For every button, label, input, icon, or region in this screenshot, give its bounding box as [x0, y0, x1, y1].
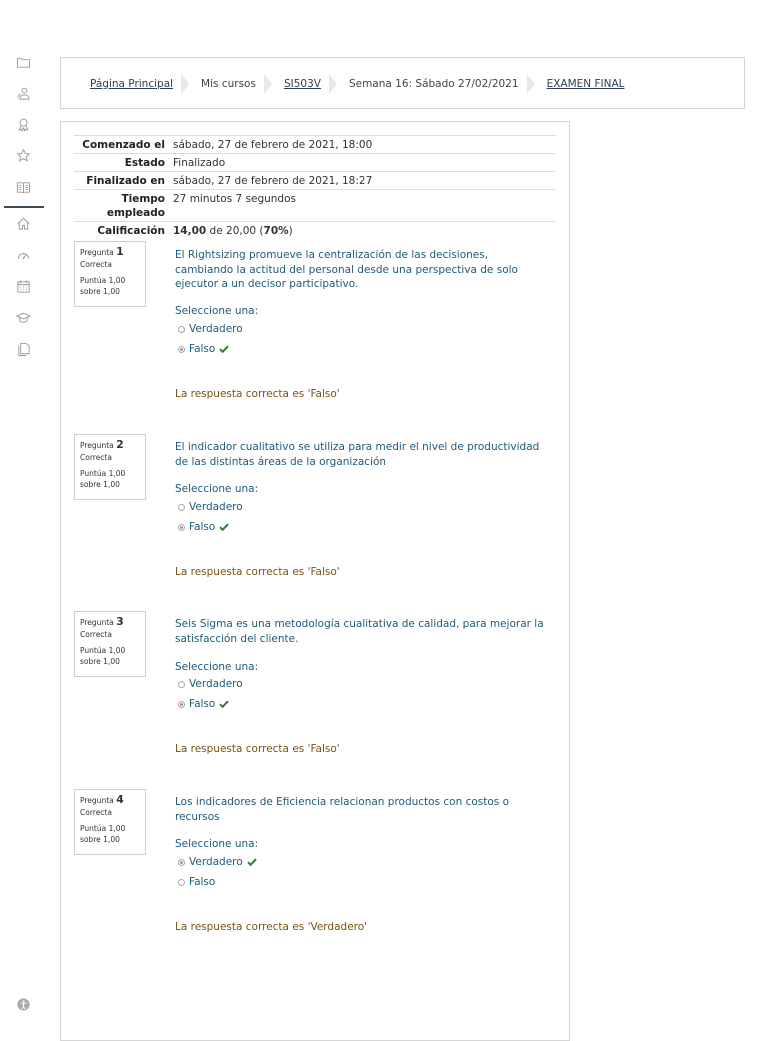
question-text: Los indicadores de Eficiencia relacionan productos con costos o recursos: [175, 796, 510, 823]
home-icon[interactable]: [16, 216, 31, 231]
question-number: [80, 794, 140, 806]
rail-active-indicator: [4, 206, 44, 208]
summary-label-line: empleado: [106, 207, 165, 219]
grade-close: ): [288, 225, 293, 237]
question-label: Pregunta: [80, 441, 114, 450]
accessibility-icon[interactable]: [16, 997, 31, 1012]
calendar-icon[interactable]: [16, 279, 31, 294]
left-nav-rail: [0, 0, 46, 1024]
question-state: Correcta: [80, 453, 112, 462]
answer-option-label: Verdadero: [189, 856, 243, 868]
breadcrumb-week[interactable]: Semana 16: Sábado 27/02/2021: [348, 78, 519, 90]
correct-check-icon: [219, 699, 229, 709]
question-label: Pregunta: [80, 618, 114, 627]
question-state: Correcta: [80, 260, 112, 269]
grade-percent: 70%: [263, 225, 289, 237]
answer-option[interactable]: [178, 500, 243, 514]
star-icon[interactable]: [16, 148, 31, 163]
question-prompt: Seleccione una:: [175, 661, 259, 673]
summary-label: Estado: [124, 157, 165, 169]
radio-button-selected[interactable]: [178, 346, 185, 353]
answer-option-label: Verdadero: [189, 323, 243, 335]
radio-button[interactable]: [178, 681, 185, 688]
radio-button-selected[interactable]: [178, 859, 185, 866]
summary-value: sábado, 27 de febrero de 2021, 18:00: [173, 139, 373, 151]
question-label: Pregunta: [80, 796, 114, 805]
radio-button-selected[interactable]: [178, 524, 185, 531]
breadcrumb-my-courses[interactable]: Mis cursos: [201, 78, 256, 90]
question-grade-line: sobre 1,00: [80, 480, 120, 489]
summary-value: Finalizado: [173, 157, 226, 169]
summary-label: Finalizado en: [86, 175, 165, 187]
answer-option-label: Verdadero: [189, 678, 243, 690]
question-text: Seis Sigma es una metodología cualitativa de calidad, para mejorar la satisfacción del cliente.: [175, 618, 544, 645]
attempt-summary-table: [74, 135, 556, 239]
question-info-box: [74, 789, 146, 855]
summary-value: 27 minutos 7 segundos: [173, 193, 296, 205]
summary-value: [173, 224, 556, 238]
radio-button[interactable]: [178, 879, 185, 886]
answer-option-label: Falso: [189, 343, 216, 355]
answer-option[interactable]: [178, 855, 257, 869]
correct-answer-feedback: La respuesta correcta es 'Falso': [175, 566, 340, 578]
question-number-value: 4: [116, 793, 124, 806]
grade-score: 14,00: [173, 225, 207, 237]
grade-rest: de 20,00 (: [206, 225, 264, 237]
quiz-review-panel: [60, 121, 570, 1041]
question-prompt: Seleccione una:: [175, 483, 259, 495]
summary-label-line: Tiempo: [121, 193, 165, 205]
question-grade-line: Puntúa 1,00: [80, 824, 126, 833]
question-grade-line: Puntúa 1,00: [80, 276, 126, 285]
radio-button[interactable]: [178, 326, 185, 333]
question-state: Correcta: [80, 630, 112, 639]
answer-option-label: Falso: [189, 698, 216, 710]
answer-option[interactable]: [178, 875, 215, 889]
answer-option[interactable]: [178, 697, 229, 711]
question-number-value: 2: [116, 438, 124, 451]
question-grade: [80, 275, 140, 297]
dashboard-icon[interactable]: [16, 248, 31, 263]
question-number-value: 3: [116, 615, 124, 628]
summary-label: [74, 192, 173, 220]
correct-answer-feedback: La respuesta correcta es 'Falso': [175, 743, 340, 755]
question-number: [80, 616, 140, 628]
folder-icon[interactable]: [16, 55, 31, 70]
question-number-value: 1: [116, 245, 124, 258]
question-grade-line: Puntúa 1,00: [80, 469, 126, 478]
breadcrumb-bar: [60, 57, 745, 109]
correct-answer-feedback: La respuesta correcta es 'Falso': [175, 388, 340, 400]
question-label: Pregunta: [80, 248, 114, 257]
summary-label: Comenzado el: [82, 139, 165, 151]
question-grade-line: sobre 1,00: [80, 657, 120, 666]
breadcrumb-separator: [264, 72, 274, 96]
correct-check-icon: [247, 857, 257, 867]
answer-option[interactable]: [178, 520, 229, 534]
question-number: [80, 246, 140, 258]
answer-option[interactable]: [178, 322, 243, 336]
correct-check-icon: [219, 344, 229, 354]
question-grade: [80, 645, 140, 667]
radio-button-selected[interactable]: [178, 701, 185, 708]
answer-option-label: Verdadero: [189, 501, 243, 513]
answer-option-label: Falso: [189, 521, 216, 533]
correct-answer-feedback: La respuesta correcta es 'Verdadero': [175, 921, 368, 933]
question-grade-line: Puntúa 1,00: [80, 646, 126, 655]
breadcrumb-separator: [329, 72, 339, 96]
answer-option-label: Falso: [189, 876, 216, 888]
breadcrumb-home-link[interactable]: Página Principal: [90, 78, 174, 90]
radio-button[interactable]: [178, 504, 185, 511]
summary-row-grade: [74, 221, 556, 239]
book-icon[interactable]: [16, 180, 31, 195]
question-grade-line: sobre 1,00: [80, 835, 120, 844]
question-info-box: [74, 611, 146, 677]
summary-row-started: [74, 135, 556, 153]
correct-check-icon: [219, 522, 229, 532]
summary-row-state: [74, 153, 556, 171]
badge-icon[interactable]: [16, 117, 31, 132]
question-number: [80, 439, 140, 451]
question-text: El indicador cualitativo se utiliza para medir el nivel de productividad de las distintas áreas de la organización: [175, 441, 540, 468]
breadcrumb-course-link[interactable]: SI503V: [283, 78, 321, 90]
summary-value: sábado, 27 de febrero de 2021, 18:27: [173, 175, 373, 187]
breadcrumb-separator: [181, 72, 191, 96]
question-prompt: Seleccione una:: [175, 838, 259, 850]
question-info-box: [74, 434, 146, 500]
answer-option[interactable]: [178, 677, 243, 691]
summary-label: Calificación: [97, 225, 165, 237]
breadcrumb: [90, 58, 624, 110]
users-icon[interactable]: [16, 86, 31, 101]
files-icon[interactable]: [16, 342, 31, 357]
question-info-box: [74, 241, 146, 307]
summary-row-time: [74, 189, 556, 221]
question-state: Correcta: [80, 808, 112, 817]
question-text: El Rightsizing promueve la centralización de las decisiones, cambiando la actitud del personal desde una perspectiva de solo ejecutor a un decisor participativo.: [175, 249, 518, 290]
question-prompt: Seleccione una:: [175, 305, 259, 317]
breadcrumb-exam-link[interactable]: EXAMEN FINAL: [546, 78, 625, 90]
breadcrumb-separator: [527, 72, 537, 96]
question-grade-line: sobre 1,00: [80, 287, 120, 296]
summary-row-finished: [74, 171, 556, 189]
question-grade: [80, 468, 140, 490]
graduation-cap-icon[interactable]: [16, 310, 31, 325]
answer-option[interactable]: [178, 342, 229, 356]
question-grade: [80, 823, 140, 845]
